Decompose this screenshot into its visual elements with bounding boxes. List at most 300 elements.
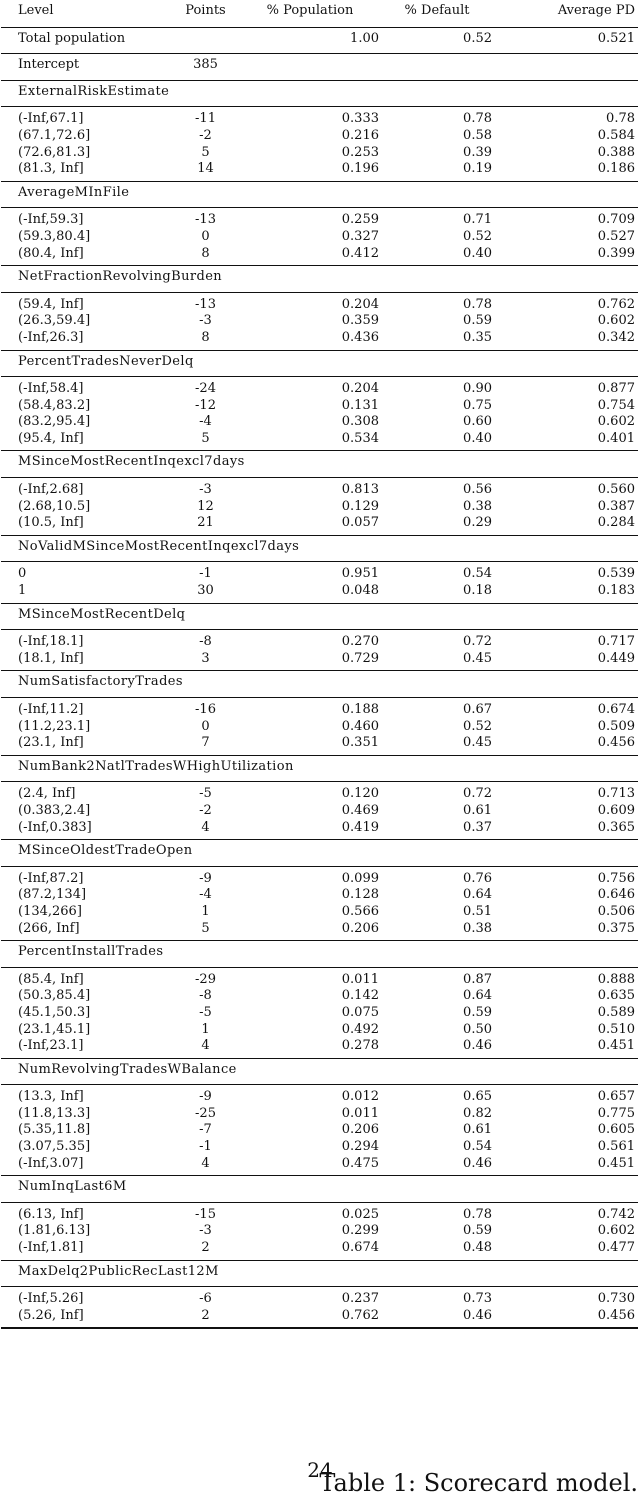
cell-default: 0.54	[463, 1139, 492, 1155]
section-title: NoValidMSinceMostRecentInqexcl7days	[18, 538, 300, 554]
table-caption: Table 1: Scorecard model.	[319, 1469, 638, 1497]
section-header	[1, 351, 638, 377]
cell-population: 0.299	[341, 1223, 379, 1239]
cell-average-pd: 0.609	[597, 802, 635, 818]
cell-points: -9	[199, 1089, 212, 1105]
cell-level: (95.4, Inf]	[18, 430, 84, 446]
cell-points: -29	[195, 971, 216, 987]
cell-average-pd: 0.401	[597, 430, 635, 446]
cell-default: 0.64	[463, 988, 492, 1004]
section-header	[1, 1176, 638, 1202]
cell-points: 0	[201, 718, 210, 734]
table-row	[1, 1022, 638, 1039]
section-header	[1, 81, 638, 107]
cell-points: 2	[201, 1240, 210, 1256]
cell-population: 0.294	[341, 1139, 379, 1155]
cell-population: 0.011	[341, 971, 379, 987]
cell-average-pd: 0.602	[597, 414, 635, 430]
cell-points: 3	[201, 650, 210, 666]
cell-population: 0.327	[341, 228, 379, 244]
cell-population: 0.206	[341, 1122, 379, 1138]
cell-level: (80.4, Inf]	[18, 245, 84, 261]
cell-points: -13	[195, 212, 216, 228]
cell-default: 0.51	[463, 903, 492, 919]
cell-default: 0.52	[463, 228, 492, 244]
table-row	[1, 431, 638, 451]
cell-population: 0.762	[341, 1307, 379, 1323]
cell-population: 0.131	[341, 397, 379, 413]
cell-population: 0.566	[341, 903, 379, 919]
cell-level: (5.26, Inf]	[18, 1307, 84, 1323]
cell-population: 0.237	[341, 1291, 379, 1307]
total-default: 0.52	[463, 30, 492, 46]
cell-default: 0.73	[463, 1291, 492, 1307]
cell-average-pd: 0.342	[597, 329, 635, 345]
cell-level: (5.35,11.8]	[18, 1122, 91, 1138]
section-title: ExternalRiskEstimate	[18, 83, 170, 99]
cell-default: 0.52	[463, 718, 492, 734]
cell-points: -4	[199, 887, 212, 903]
cell-default: 0.38	[463, 498, 492, 514]
table-row	[1, 414, 638, 431]
cell-default: 0.59	[463, 313, 492, 329]
cell-level: (-Inf,59.3]	[18, 212, 84, 228]
cell-level: (2.68,10.5]	[18, 498, 91, 514]
cell-default: 0.59	[463, 1004, 492, 1020]
cell-average-pd: 0.754	[597, 397, 635, 413]
cell-population: 0.196	[341, 161, 379, 177]
table-row	[1, 482, 638, 499]
cell-default: 0.60	[463, 414, 492, 430]
table-row	[1, 1156, 638, 1176]
cell-average-pd: 0.365	[597, 819, 635, 835]
table-row	[1, 111, 638, 128]
cell-level: (2.4, Inf]	[18, 786, 76, 802]
table-row	[1, 1122, 638, 1139]
cell-default: 0.61	[463, 1122, 492, 1138]
cell-default: 0.78	[463, 111, 492, 127]
cell-population: 0.120	[341, 786, 379, 802]
cell-population: 0.460	[341, 718, 379, 734]
cell-default: 0.54	[463, 566, 492, 582]
scorecard-table	[1, 3, 638, 1329]
section-header	[1, 671, 638, 697]
cell-average-pd: 0.510	[597, 1021, 635, 1037]
cell-population: 0.259	[341, 212, 379, 228]
table-row	[1, 381, 638, 398]
cell-population: 0.188	[341, 702, 379, 717]
cell-average-pd: 0.742	[597, 1206, 635, 1222]
cell-default: 0.75	[463, 397, 492, 413]
cell-default: 0.38	[463, 920, 492, 936]
cell-population: 0.253	[341, 144, 379, 160]
cell-points: -12	[195, 397, 216, 413]
cell-default: 0.90	[463, 381, 492, 397]
cell-default: 0.76	[463, 870, 492, 886]
section-header	[1, 1261, 638, 1287]
table-row	[1, 1038, 638, 1058]
cell-population: 0.206	[341, 920, 379, 936]
cell-default: 0.72	[463, 786, 492, 802]
cell-population: 0.308	[341, 414, 379, 430]
table-row	[1, 921, 638, 941]
cell-population: 0.412	[341, 245, 379, 261]
table-row	[1, 566, 638, 583]
cell-default: 0.40	[463, 430, 492, 446]
cell-population: 0.951	[341, 566, 379, 582]
cell-level: (-Inf,5.26]	[18, 1291, 84, 1307]
table-row	[1, 904, 638, 921]
cell-population: 0.813	[341, 482, 379, 498]
cell-average-pd: 0.509	[597, 718, 635, 734]
cell-points: -15	[195, 1206, 216, 1222]
cell-average-pd: 0.775	[597, 1105, 635, 1121]
cell-population: 0.333	[341, 111, 379, 127]
header-population: % Population	[266, 3, 354, 18]
cell-average-pd: 0.730	[597, 1291, 635, 1307]
total-level: Total population	[18, 30, 126, 46]
cell-population: 0.351	[341, 735, 379, 751]
cell-population: 0.674	[341, 1240, 379, 1256]
cell-level: (58.4,83.2]	[18, 397, 91, 413]
section-title: NumInqLast6M	[18, 1179, 127, 1195]
cell-default: 0.45	[463, 650, 492, 666]
cell-points: -11	[195, 111, 216, 127]
cell-level: (10.5, Inf]	[18, 515, 84, 531]
cell-average-pd: 0.602	[597, 1223, 635, 1239]
cell-average-pd: 0.657	[597, 1089, 635, 1105]
table-row	[1, 803, 638, 820]
cell-level: (81.3, Inf]	[18, 161, 84, 177]
cell-population: 0.492	[341, 1021, 379, 1037]
header-level: Level	[18, 3, 54, 18]
header-points: Points	[185, 3, 226, 18]
cell-average-pd: 0.635	[597, 988, 635, 1004]
cell-default: 0.87	[463, 971, 492, 987]
cell-population: 0.057	[341, 515, 379, 531]
cell-default: 0.19	[463, 161, 492, 177]
cell-default: 0.37	[463, 819, 492, 835]
cell-level: 0	[18, 566, 27, 582]
section-title: MSinceOldestTradeOpen	[18, 843, 193, 859]
cell-points: 5	[201, 144, 210, 160]
cell-average-pd: 0.387	[597, 498, 635, 514]
table-row	[1, 161, 638, 181]
cell-points: -24	[195, 381, 216, 397]
cell-level: (-Inf,3.07]	[18, 1155, 84, 1171]
table-row	[1, 719, 638, 736]
cell-average-pd: 0.709	[597, 212, 635, 228]
table-row	[1, 988, 638, 1005]
cell-default: 0.72	[463, 634, 492, 650]
cell-default: 0.48	[463, 1240, 492, 1256]
cell-points: -6	[199, 1291, 212, 1307]
cell-points: -16	[195, 702, 216, 717]
cell-default: 0.40	[463, 245, 492, 261]
cell-level: (11.8,13.3]	[18, 1105, 91, 1121]
cell-points: -5	[199, 786, 212, 802]
cell-default: 0.67	[463, 702, 492, 717]
cell-points: -25	[195, 1105, 216, 1121]
table-row	[1, 212, 638, 229]
cell-population: 0.128	[341, 887, 379, 903]
table-row	[1, 1223, 638, 1240]
cell-points: 8	[201, 329, 210, 345]
cell-points: 7	[201, 735, 210, 751]
empty-cell	[241, 54, 382, 80]
cell-points: -7	[199, 1122, 212, 1138]
cell-default: 0.61	[463, 802, 492, 818]
table-row	[1, 702, 638, 719]
cell-average-pd: 0.539	[597, 566, 635, 582]
cell-level: (-Inf,11.2]	[18, 702, 84, 717]
section-header	[1, 451, 638, 477]
table-row	[1, 128, 638, 145]
table-row	[1, 297, 638, 314]
cell-points: -3	[199, 313, 212, 329]
section-title: NumRevolvingTradesWBalance	[18, 1061, 237, 1077]
cell-average-pd: 0.877	[597, 381, 635, 397]
cell-average-pd: 0.589	[597, 1004, 635, 1020]
total-row	[1, 28, 638, 54]
cell-points: 0	[201, 228, 210, 244]
cell-average-pd: 0.713	[597, 786, 635, 802]
cell-points: 21	[197, 515, 214, 531]
cell-default: 0.46	[463, 1038, 492, 1054]
cell-level: (85.4, Inf]	[18, 971, 84, 987]
cell-level: (-Inf,2.68]	[18, 482, 84, 498]
cell-points: -4	[199, 414, 212, 430]
cell-default: 0.35	[463, 329, 492, 345]
cell-population: 0.216	[341, 127, 379, 143]
cell-population: 0.142	[341, 988, 379, 1004]
cell-average-pd: 0.646	[597, 887, 635, 903]
page-number: 24	[307, 1458, 333, 1482]
cell-population: 0.075	[341, 1004, 379, 1020]
cell-level: (59.3,80.4]	[18, 228, 91, 244]
cell-default: 0.82	[463, 1105, 492, 1121]
cell-default: 0.39	[463, 144, 492, 160]
cell-population: 0.475	[341, 1155, 379, 1171]
rule-cell	[1, 1328, 638, 1329]
table-row	[1, 1106, 638, 1123]
table-row	[1, 1089, 638, 1106]
cell-points: 5	[201, 430, 210, 446]
total-average-pd: 0.521	[597, 30, 635, 46]
cell-level: (3.07,5.35]	[18, 1139, 91, 1155]
cell-points: 5	[201, 920, 210, 936]
intercept-points: 385	[193, 57, 218, 73]
cell-population: 0.534	[341, 430, 379, 446]
section-header	[1, 756, 638, 782]
cell-average-pd: 0.560	[597, 482, 635, 498]
table-row	[1, 398, 638, 415]
cell-points: -1	[199, 566, 212, 582]
section-title: PercentTradesNeverDelq	[18, 353, 194, 369]
table-row	[1, 1240, 638, 1260]
section-title: MSinceMostRecentInqexcl7days	[18, 454, 245, 470]
total-population: 1.00	[350, 30, 379, 46]
section-title: NetFractionRevolvingBurden	[18, 269, 223, 285]
cell-default: 0.78	[463, 296, 492, 312]
cell-population: 0.270	[341, 634, 379, 650]
cell-level: (18.1, Inf]	[18, 650, 84, 666]
cell-average-pd: 0.762	[597, 296, 635, 312]
cell-average-pd: 0.605	[597, 1122, 635, 1138]
cell-level: (23.1, Inf]	[18, 735, 84, 751]
cell-average-pd: 0.78	[606, 111, 635, 127]
cell-level: (72.6,81.3]	[18, 144, 91, 160]
cell-average-pd: 0.756	[597, 870, 635, 886]
section-header	[1, 536, 638, 562]
cell-level: (50.3,85.4]	[18, 988, 91, 1004]
cell-level: (-Inf,58.4]	[18, 381, 84, 397]
cell-average-pd: 0.284	[597, 515, 635, 531]
cell-points: -5	[199, 1004, 212, 1020]
cell-points: -8	[199, 988, 212, 1004]
cell-average-pd: 0.602	[597, 313, 635, 329]
cell-default: 0.71	[463, 212, 492, 228]
cell-population: 0.359	[341, 313, 379, 329]
section-header	[1, 941, 638, 967]
cell-average-pd: 0.375	[597, 920, 635, 936]
section-header	[1, 1059, 638, 1085]
cell-population: 0.469	[341, 802, 379, 818]
cell-average-pd: 0.888	[597, 971, 635, 987]
cell-default: 0.29	[463, 515, 492, 531]
cell-average-pd: 0.717	[597, 634, 635, 650]
cell-level: (26.3,59.4]	[18, 313, 91, 329]
cell-level: (67.1,72.6]	[18, 127, 91, 143]
cell-level: 1	[18, 583, 27, 599]
section-header	[1, 182, 638, 208]
cell-points: 1	[201, 903, 210, 919]
cell-default: 0.78	[463, 1206, 492, 1222]
cell-default: 0.64	[463, 887, 492, 903]
cell-population: 0.099	[341, 870, 379, 886]
cell-average-pd: 0.561	[597, 1139, 635, 1155]
cell-population: 0.278	[341, 1038, 379, 1054]
cell-average-pd: 0.456	[597, 1307, 635, 1323]
cell-points: 12	[197, 498, 214, 514]
cell-level: (23.1,45.1]	[18, 1021, 91, 1037]
cell-points: 2	[201, 1307, 210, 1323]
cell-level: (6.13, Inf]	[18, 1206, 84, 1222]
table-row	[1, 651, 638, 671]
cell-level: (13.3, Inf]	[18, 1089, 84, 1105]
table-row	[1, 515, 638, 535]
cell-level: (-Inf,67.1]	[18, 111, 84, 127]
table-row	[1, 1139, 638, 1156]
cell-population: 0.048	[341, 583, 379, 599]
cell-default: 0.46	[463, 1155, 492, 1171]
table-row	[1, 786, 638, 803]
cell-average-pd: 0.674	[597, 702, 635, 717]
cell-level: (11.2,23.1]	[18, 718, 91, 734]
cell-level: (134,266]	[18, 903, 82, 919]
cell-points: 30	[197, 583, 214, 599]
cell-points: -9	[199, 870, 212, 886]
cell-population: 0.012	[341, 1089, 379, 1105]
cell-level: (-Inf,23.1]	[18, 1038, 84, 1054]
cell-points: 8	[201, 245, 210, 261]
table-row	[1, 1005, 638, 1022]
table-row	[1, 820, 638, 840]
cell-population: 0.204	[341, 296, 379, 312]
cell-population: 0.419	[341, 819, 379, 835]
table-row	[1, 1308, 638, 1329]
table-row	[1, 229, 638, 246]
cell-default: 0.45	[463, 735, 492, 751]
cell-average-pd: 0.399	[597, 245, 635, 261]
intercept-row	[1, 54, 638, 80]
cell-default: 0.58	[463, 127, 492, 143]
total-points	[173, 28, 241, 54]
table-row	[1, 499, 638, 516]
cell-level: (83.2,95.4]	[18, 414, 91, 430]
cell-points: -2	[199, 802, 212, 818]
cell-default: 0.50	[463, 1021, 492, 1037]
cell-level: (87.2,134]	[18, 887, 87, 903]
cell-average-pd: 0.449	[597, 650, 635, 666]
cell-points: 1	[201, 1021, 210, 1037]
cell-average-pd: 0.451	[597, 1038, 635, 1054]
cell-population: 0.729	[341, 650, 379, 666]
cell-default: 0.46	[463, 1307, 492, 1323]
cell-average-pd: 0.506	[597, 903, 635, 919]
cell-average-pd: 0.477	[597, 1240, 635, 1256]
header-default: % Default	[404, 3, 470, 18]
section-header	[1, 604, 638, 630]
table-row	[1, 887, 638, 904]
section-title: AverageMInFile	[18, 184, 130, 200]
cell-average-pd: 0.527	[597, 228, 635, 244]
cell-level: (-Inf,26.3]	[18, 329, 84, 345]
cell-points: 4	[201, 819, 210, 835]
cell-level: (0.383,2.4]	[18, 802, 91, 818]
cell-average-pd: 0.186	[597, 161, 635, 177]
table-row	[1, 871, 638, 888]
cell-level: (-Inf,1.81]	[18, 1240, 84, 1256]
cell-level: (-Inf,87.2]	[18, 870, 84, 886]
section-title: MaxDelq2PublicRecLast12M	[18, 1263, 219, 1279]
cell-population: 0.011	[341, 1105, 379, 1121]
cell-default: 0.18	[463, 583, 492, 599]
cell-level: (45.1,50.3]	[18, 1004, 91, 1020]
table-row	[1, 313, 638, 330]
cell-points: -2	[199, 127, 212, 143]
header-average-pd: Average PD	[557, 3, 635, 18]
cell-level: (-Inf,18.1]	[18, 634, 84, 650]
section-header	[1, 266, 638, 292]
cell-points: -3	[199, 482, 212, 498]
cell-population: 0.436	[341, 329, 379, 345]
table-row	[1, 634, 638, 651]
table-row	[1, 145, 638, 162]
cell-population: 0.025	[341, 1206, 379, 1222]
cell-points: 4	[201, 1038, 210, 1054]
section-title: MSinceMostRecentDelq	[18, 606, 186, 622]
intercept-level: Intercept	[18, 57, 80, 73]
section-header	[1, 840, 638, 866]
table-row	[1, 330, 638, 350]
cell-points: -13	[195, 296, 216, 312]
section-title: NumBank2NatlTradesWHighUtilization	[18, 758, 294, 774]
cell-average-pd: 0.584	[597, 127, 635, 143]
cell-default: 0.56	[463, 482, 492, 498]
section-title: NumSatisfactoryTrades	[18, 674, 183, 690]
empty-cell	[382, 54, 495, 80]
